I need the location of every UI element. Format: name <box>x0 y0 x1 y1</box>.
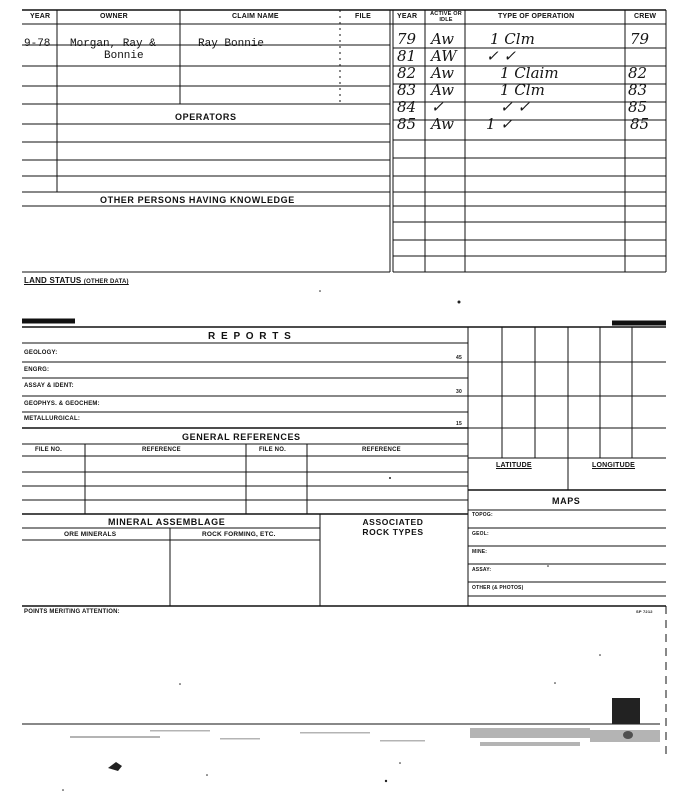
num-15: 15 <box>456 421 462 427</box>
op-type: ✓ ✓ <box>500 98 530 116</box>
op-type: 1 Clm <box>490 30 535 48</box>
op-crew: 79 <box>630 30 650 48</box>
land-status-sub: (OTHER DATA) <box>83 279 129 285</box>
file-no-header: FILE NO. <box>35 447 62 453</box>
reports-title: R E P O R T S <box>208 331 293 342</box>
header-year-2: YEAR <box>397 13 418 20</box>
claim-name-entry: Ray Bonnie <box>198 38 265 50</box>
mine-label: MINE: <box>472 549 488 555</box>
land-status-label <box>24 276 129 285</box>
header-crew: CREW <box>634 13 657 20</box>
general-references-label: GENERAL REFERENCES <box>182 432 301 442</box>
header-file: FILE <box>355 13 371 20</box>
rock-forming-header: ROCK FORMING, ETC. <box>202 531 276 538</box>
num-30: 30 <box>456 389 462 395</box>
other-photos-label: OTHER (& PHOTOS) <box>472 585 524 591</box>
op-status: AW <box>431 47 457 65</box>
points-meriting-label: POINTS MERITING ATTENTION: <box>24 609 120 615</box>
assay-label: ASSAY & IDENT: <box>24 383 74 389</box>
geology-label: GEOLOGY: <box>24 350 58 356</box>
op-type: 1 Clm <box>500 81 545 99</box>
operators-label: OPERATORS <box>175 112 237 122</box>
op-status: Aw <box>431 81 454 99</box>
topog-label: TOPOG: <box>472 512 493 518</box>
geophys-label: GEOPHYS. & GEOCHEM: <box>24 401 100 407</box>
owner-name-line1: Morgan, Ray & <box>70 38 156 50</box>
reference-header: REFERENCE <box>142 447 181 453</box>
reference-header-2: REFERENCE <box>362 447 401 453</box>
op-year: 82 <box>397 64 417 82</box>
op-status: Aw <box>431 115 454 133</box>
header-claim-name: CLAIM NAME <box>232 13 279 20</box>
header-active-idle: ACTIVE OR IDLE <box>430 11 462 23</box>
header-year: YEAR <box>30 13 51 20</box>
engrg-label: ENGRG: <box>24 367 50 373</box>
op-type: 1 ✓ <box>486 115 513 133</box>
assay-map-label: ASSAY: <box>472 567 492 573</box>
owner-name-line2: Bonnie <box>104 50 144 62</box>
land-status-title: LAND STATUS <box>24 276 82 285</box>
op-status: Aw <box>431 30 454 48</box>
ore-minerals-header: ORE MINERALS <box>64 531 117 538</box>
op-crew: 83 <box>628 81 648 99</box>
other-persons-label: OTHER PERSONS HAVING KNOWLEDGE <box>100 195 295 205</box>
form-number: SP 7212 <box>636 609 653 614</box>
op-status: ✓ <box>431 98 444 116</box>
op-crew: 82 <box>628 64 648 82</box>
op-crew: 85 <box>630 115 650 133</box>
header-type-of-operation: TYPE OF OPERATION <box>498 13 575 20</box>
header-owner: OWNER <box>100 13 128 20</box>
file-no-header-2: FILE NO. <box>259 447 286 453</box>
geol-map-label: GEOL: <box>472 531 489 537</box>
op-year: 79 <box>397 30 417 48</box>
mineral-assemblage-label: MINERAL ASSEMBLAGE <box>108 517 226 527</box>
op-year: 84 <box>397 98 417 116</box>
longitude-label: LONGITUDE <box>592 462 636 469</box>
maps-label: MAPS <box>552 496 581 506</box>
metallurgical-label: METALLURGICAL: <box>24 416 81 422</box>
owner-year: 9-78 <box>24 38 51 50</box>
num-45: 45 <box>456 355 462 361</box>
op-type: 1 Claim <box>500 64 559 82</box>
op-year: 85 <box>397 115 417 133</box>
op-status: Aw <box>431 64 454 82</box>
latitude-label: LATITUDE <box>496 462 532 469</box>
op-year: 83 <box>397 81 417 99</box>
associated-rock-types-label: ASSOCIATED ROCK TYPES <box>362 517 424 537</box>
op-year: 81 <box>397 47 417 65</box>
op-type: ✓ ✓ <box>486 47 516 65</box>
op-crew: 85 <box>628 98 648 116</box>
